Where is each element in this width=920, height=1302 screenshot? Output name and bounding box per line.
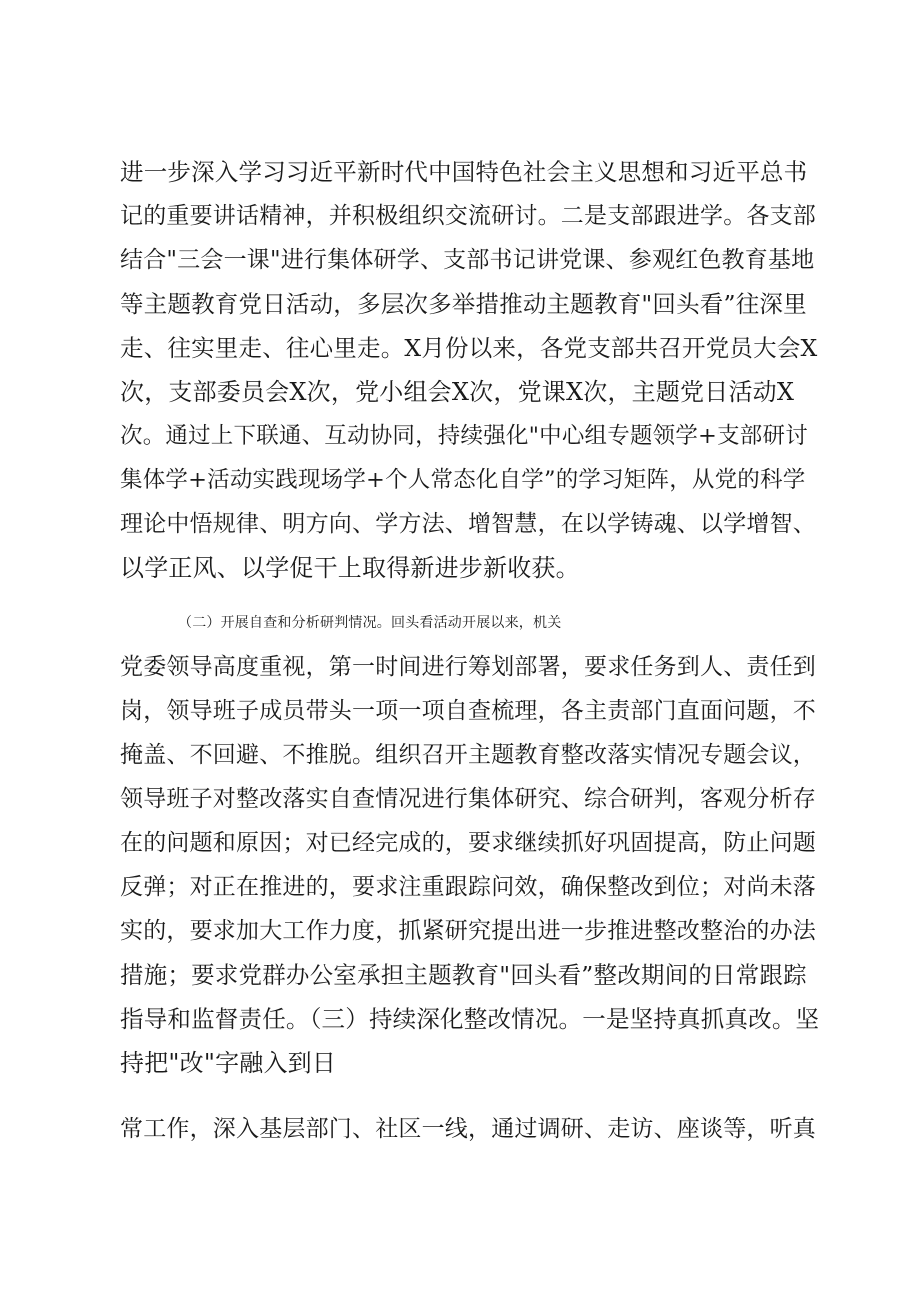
text-line: 措施；要求党群办公室承担主题教育"回头看”整改期间的日常跟踪: [120, 961, 807, 989]
text-line: 等主题教育党日活动，多层次多举措推动主题教育"回头看”往深里: [120, 290, 807, 318]
text-line: 掩盖、不回避、不推脱。组织召开主题教育整改落实情况专题会议，: [120, 742, 816, 768]
text-line: 集体学+活动实践现场学+个人常态化自学”的学习矩阵，从党的科学: [120, 467, 806, 493]
section-heading-line: （二）开展自查和分析研判情况。回头看活动开展以来，机关: [178, 615, 562, 631]
text-line: 结合"三会一课"进行集体研学、支部书记讲党课、参观红色教育基地: [120, 247, 815, 273]
text-line: 理论中悟规律、明方向、学方法、增智慧，在以学铸魂、以学增智、: [120, 511, 816, 537]
text-line: 党委领导高度重视，第一时间进行筹划部署，要求任务到人、责任到: [120, 654, 816, 680]
text-line: 在的问题和原因；对已经完成的，要求继续抓好巩固提高，防止问题: [120, 830, 816, 856]
text-line: 以学正风、以学促干上取得新进步新收获。: [120, 554, 580, 582]
text-line: 次。通过上下联通、互动协同，持续强化"中心组专题领学+支部研讨: [120, 423, 808, 449]
text-line: 领导班子对整改落实自查情况进行集体研究、综合研判，客观分析存: [120, 786, 816, 812]
text-line: 岗，领导班子成员带头一项一项自查梳理，各主责部门直面问题，不: [120, 698, 816, 724]
text-line: 指导和监督责任。（三）持续深化整改情况。一是坚持真抓真改。坚: [120, 1005, 820, 1033]
text-line: 走、往实里走、往心里走。X月份以来，各党支部共召开党员大会X: [120, 334, 818, 362]
text-line: 实的，要求加大工作力度，抓紧研究提出进一步推进整改整治的办法: [120, 918, 816, 944]
text-line: 反弹；对正在推进的，要求注重跟踪问效，确保整改到位；对尚未落: [120, 874, 816, 900]
text-line: 持把"改"字融入到日: [120, 1049, 337, 1077]
text-line: 进一步深入学习习近平新时代中国特色社会主义思想和习近平总书: [120, 158, 808, 186]
text-line: 记的重要讲话精神，并积极组织交流研讨。二是支部跟进学。各支部: [120, 203, 816, 229]
text-line: 常工作，深入基层部门、社区一线，通过调研、走访、座谈等，听真: [120, 1116, 816, 1142]
text-line: 次，支部委员会X次，党小组会X次，党课X次，主题党日活动X: [120, 378, 795, 406]
